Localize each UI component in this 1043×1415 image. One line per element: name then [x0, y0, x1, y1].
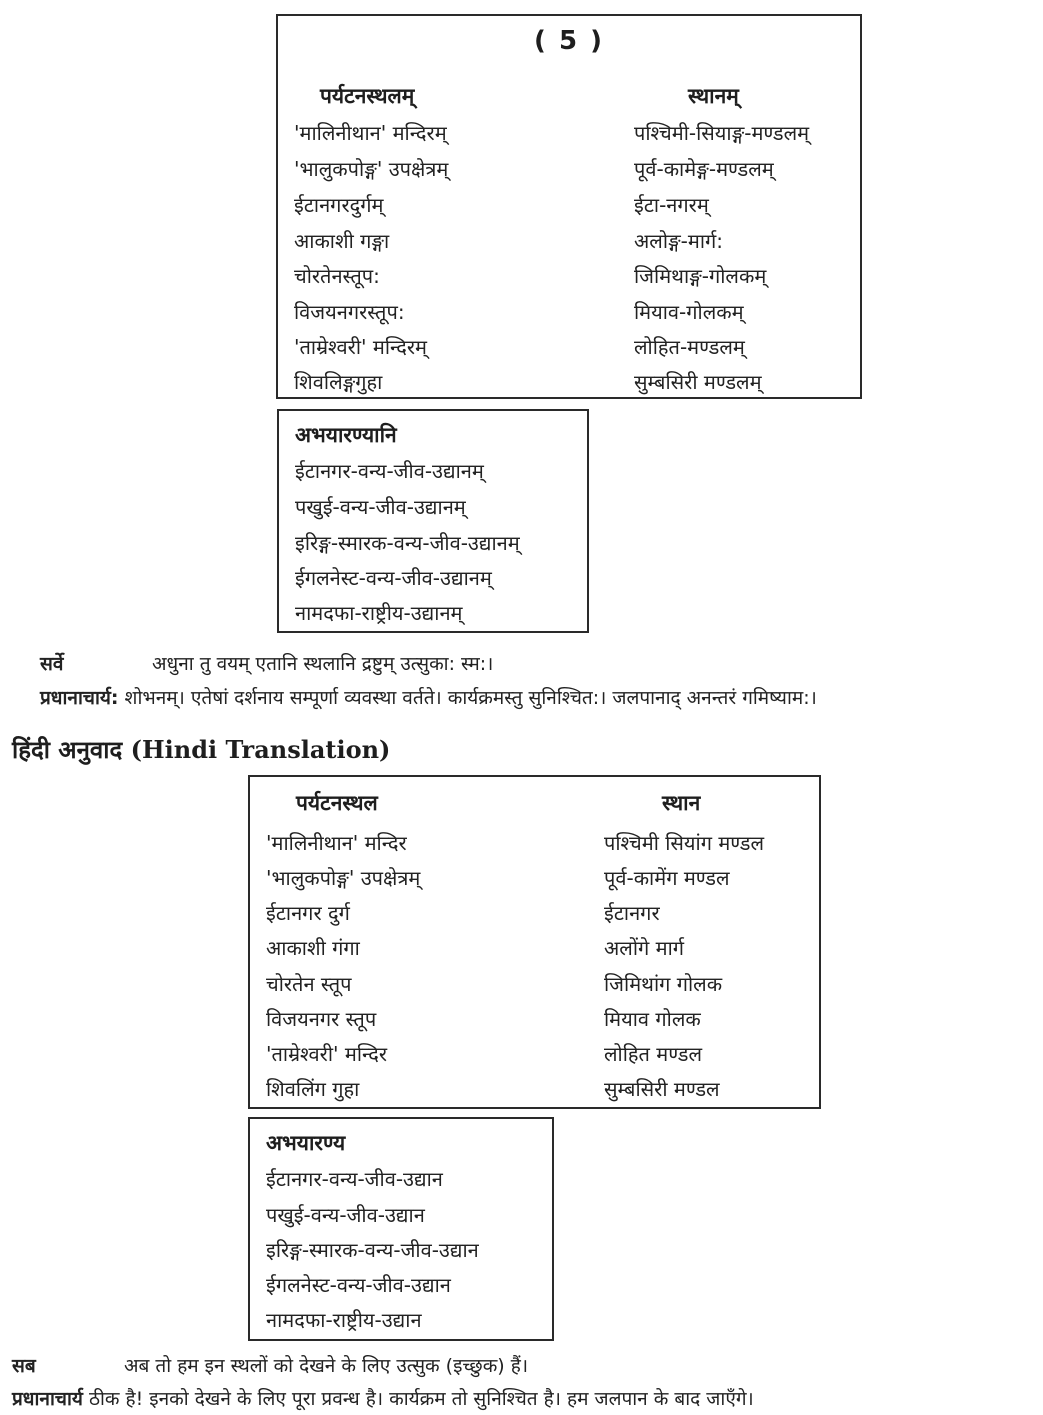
- place-cell: शिवलिङ्गगुहा: [294, 370, 383, 394]
- place-cell: 'ताम्रेश्वरी' मन्दिर: [266, 1042, 387, 1066]
- place-cell: 'ताम्रेश्वरी' मन्दिरम्: [294, 335, 427, 359]
- location-cell: पूर्व-कामेङ्ग-मण्डलम्: [634, 157, 774, 181]
- dialogue-line: [12, 1352, 528, 1378]
- place-cell: विजयनगर स्तूप: [266, 1007, 377, 1031]
- sanctuary-item: ईगलनेस्ट-वन्य-जीव-उद्यानम्: [295, 566, 492, 590]
- sanctuary-item: पखुई-वन्य-जीव-उद्यानम्: [295, 495, 466, 519]
- sanctuary-item: इरिङ्ग-स्मारक-वन्य-जीव-उद्यान: [266, 1238, 479, 1262]
- speaker-label: सब: [12, 1355, 36, 1377]
- sanctuaries-heading: अभयारण्य: [266, 1131, 346, 1155]
- location-cell: जिमिथांग गोलक: [604, 972, 723, 996]
- location-cell: सुम्बसिरी मण्डल: [604, 1077, 720, 1101]
- place-cell: चोरतेनस्तूप:: [294, 264, 380, 288]
- sanctuary-item: इरिङ्ग-स्मारक-वन्य-जीव-उद्यानम्: [295, 531, 520, 555]
- dialogue-text: शोभनम्। एतेषां दर्शनाय सम्पूर्णा व्यवस्था वर्तते। कार्यक्रमस्तु सुनिश्चित:। जलपानाद् अनन्तरं गमिष्याम:।: [124, 687, 817, 709]
- sanctuary-item: ईटानगर-वन्य-जीव-उद्यानम्: [295, 459, 484, 483]
- column-header-place: पर्यटनस्थल: [296, 791, 378, 815]
- sanctuary-item: ईगलनेस्ट-वन्य-जीव-उद्यान: [266, 1273, 451, 1297]
- location-cell: जिमिथाङ्ग-गोलकम्: [634, 264, 767, 288]
- location-cell: पूर्व-कामेंग मण्डल: [604, 866, 730, 890]
- location-cell: अलोङ्ग-मार्ग:: [634, 229, 724, 253]
- sanskrit-sanctuaries-list: [277, 409, 589, 633]
- sanctuary-item: ईटानगर-वन्य-जीव-उद्यान: [266, 1167, 443, 1191]
- dialogue-text: अब तो हम इन स्थलों को देखने के लिए उत्सुक (इच्छुक) हैं।: [124, 1355, 529, 1377]
- column-header-location: स्थानम्: [688, 84, 739, 108]
- location-cell: ईटा-नगरम्: [634, 193, 709, 217]
- location-cell: लोहित मण्डल: [604, 1042, 703, 1066]
- speaker-label: प्रधानाचार्य:: [40, 687, 119, 709]
- location-cell: पश्चिमी-सियाङ्ग-मण्डलम्: [634, 121, 810, 145]
- place-cell: ईटानगरदुर्गम्: [294, 193, 384, 217]
- sanctuary-item: नामदफा-राष्ट्रीय-उद्यान: [266, 1308, 422, 1332]
- dialogue-line: [40, 650, 493, 676]
- dialogue-line: [40, 684, 817, 710]
- place-cell: 'मालिनीथान' मन्दिर: [266, 831, 407, 855]
- place-cell: विजयनगरस्तूप:: [294, 300, 405, 324]
- translation-heading: हिंदी अनुवाद (Hindi Translation): [12, 735, 391, 764]
- location-cell: अलोंगे मार्ग: [604, 936, 685, 960]
- location-cell: मियाव-गोलकम्: [634, 300, 744, 324]
- location-cell: पश्चिमी सियांग मण्डल: [604, 831, 765, 855]
- dialogue-text: अधुना तु वयम् एतानि स्थलानि द्रष्टुम् उत्सुका: स्म:।: [152, 653, 494, 675]
- place-cell: आकाशी गङ्गा: [294, 229, 390, 253]
- hindi-places-table: [248, 775, 821, 1109]
- place-cell: 'भालुकपोङ्ग' उपक्षेत्रम्: [266, 866, 421, 890]
- location-cell: ईटानगर: [604, 901, 660, 925]
- place-cell: आकाशी गंगा: [266, 936, 360, 960]
- place-cell: 'भालुकपोङ्ग' उपक्षेत्रम्: [294, 157, 449, 181]
- hindi-sanctuaries-list: [248, 1117, 554, 1341]
- dialogue-text: ठीक है! इनको देखने के लिए पूरा प्रवन्ध है। कार्यक्रम तो सुनिश्चित है। हम जलपान के बाद जाएँगे।: [88, 1388, 754, 1410]
- place-cell: शिवलिंग गुहा: [266, 1077, 360, 1101]
- dialogue-line: [12, 1385, 754, 1411]
- place-cell: 'मालिनीथान' मन्दिरम्: [294, 121, 447, 145]
- location-cell: सुम्बसिरी मण्डलम्: [634, 370, 762, 394]
- section-number: ( 5 ): [534, 26, 604, 56]
- sanctuaries-heading: अभयारण्यानि: [295, 423, 397, 447]
- place-cell: ईटानगर दुर्ग: [266, 901, 350, 925]
- sanctuary-item: नामदफा-राष्ट्रीय-उद्यानम्: [295, 601, 463, 625]
- location-cell: लोहित-मण्डलम्: [634, 335, 745, 359]
- sanskrit-places-table: [276, 14, 862, 399]
- place-cell: चोरतेन स्तूप: [266, 972, 352, 996]
- column-header-location: स्थान: [662, 791, 701, 815]
- sanctuary-item: पखुई-वन्य-जीव-उद्यान: [266, 1203, 425, 1227]
- location-cell: मियाव गोलक: [604, 1007, 701, 1031]
- speaker-label: प्रधानाचार्य: [12, 1388, 83, 1410]
- column-header-place: पर्यटनस्थलम्: [320, 84, 415, 108]
- speaker-label: सर्वे: [40, 653, 64, 675]
